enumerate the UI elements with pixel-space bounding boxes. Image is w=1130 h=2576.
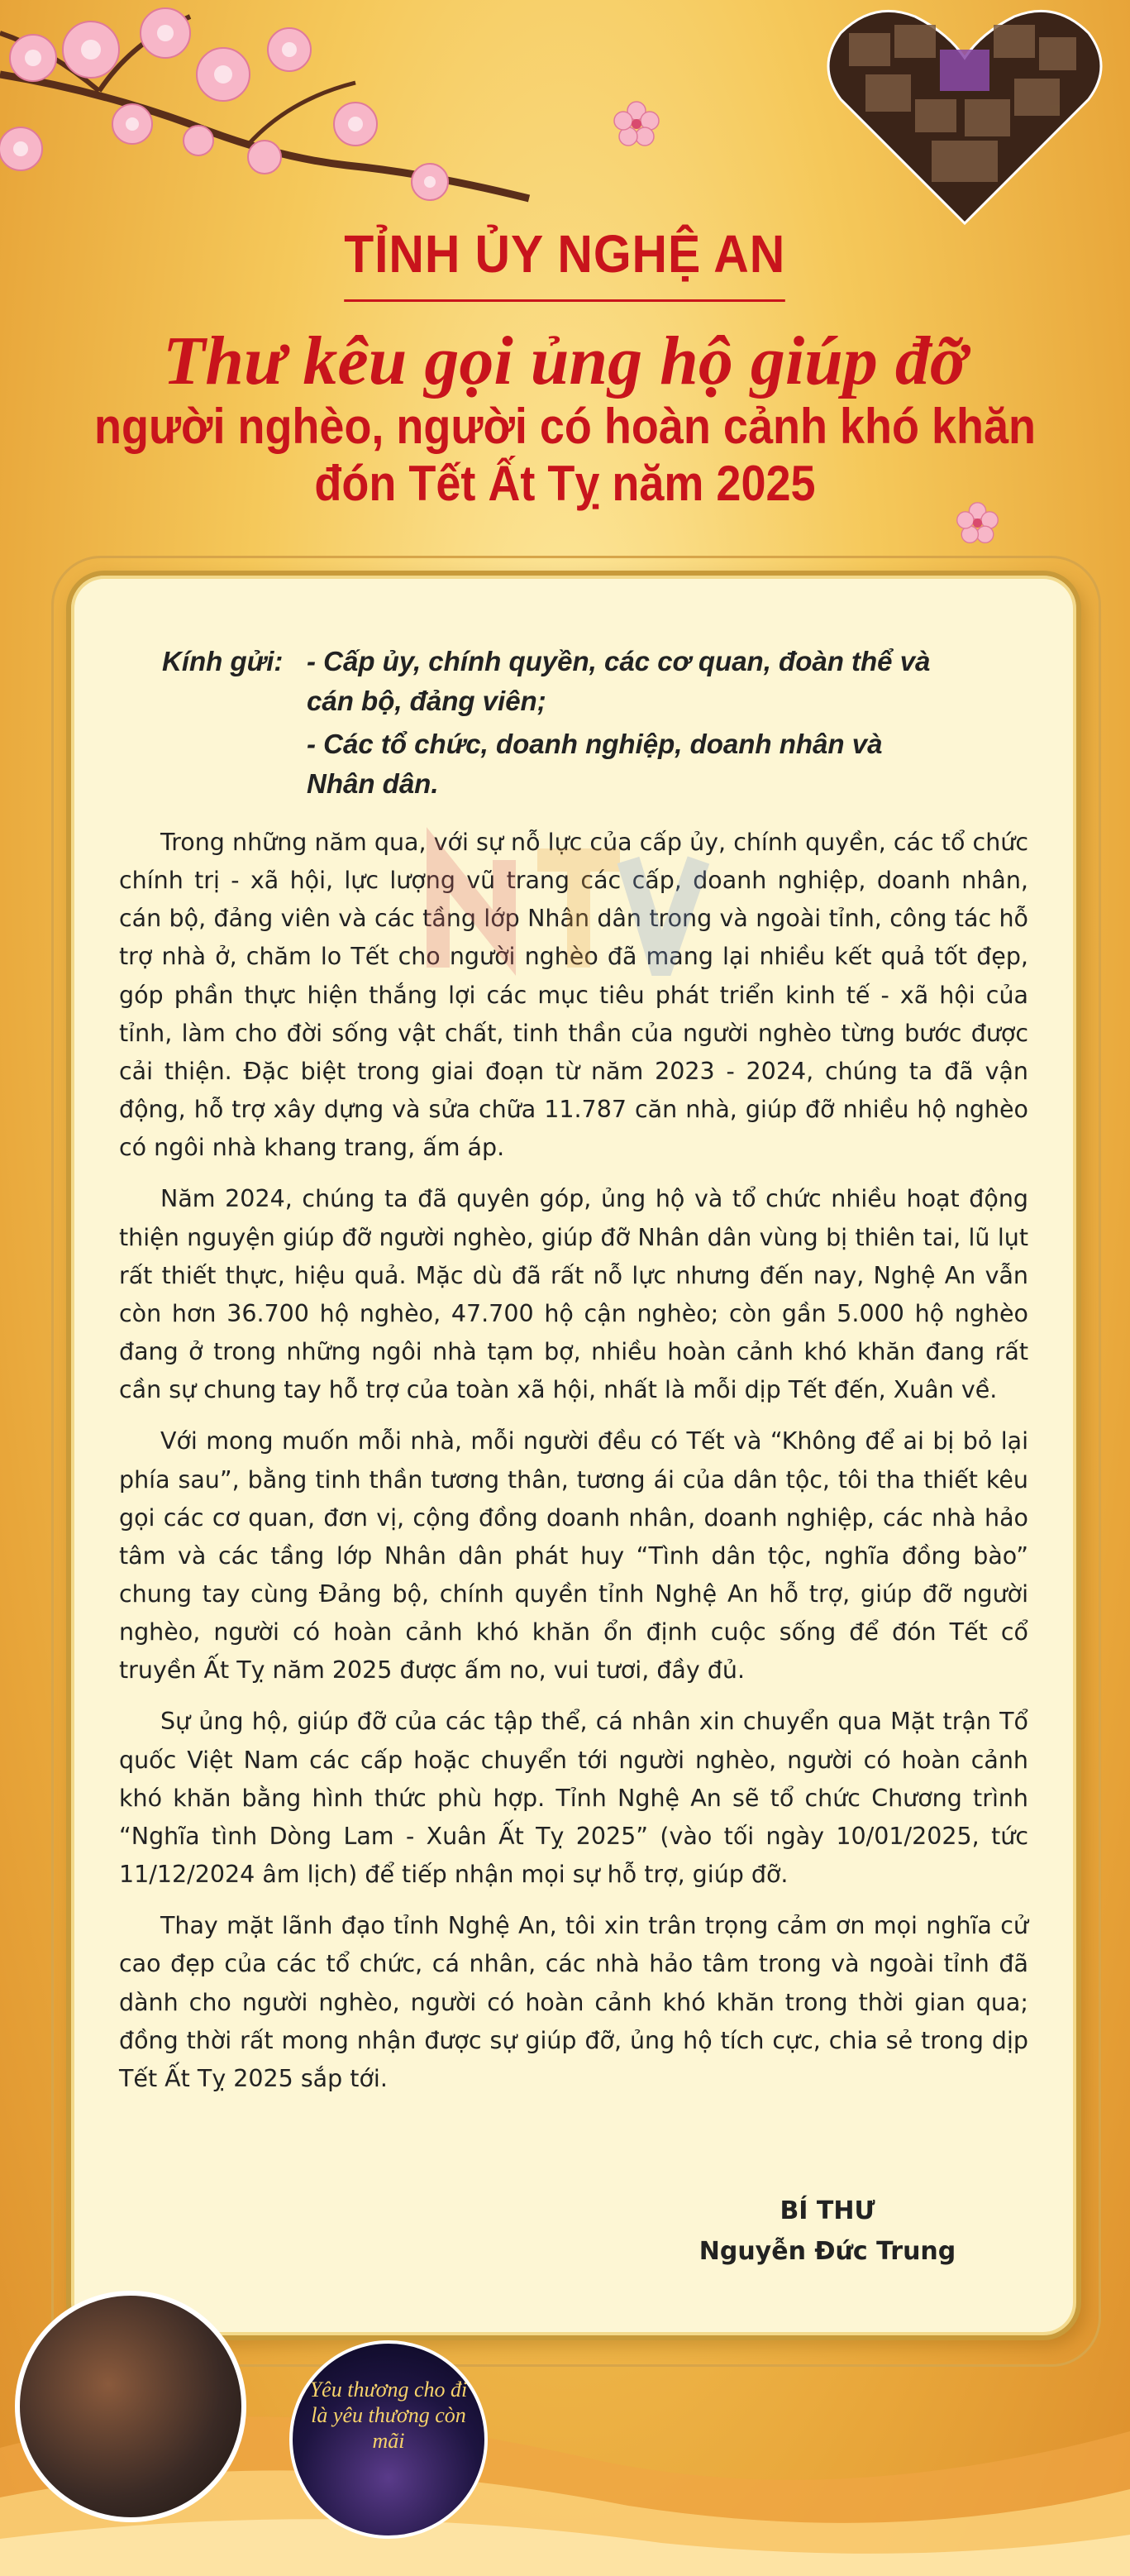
letter-subtitle-occasion: đón Tết Ất Tỵ năm 2025 [314, 456, 816, 512]
letter-body [119, 824, 1028, 2111]
signature-block [683, 2196, 972, 2266]
signer-name: Nguyễn Đức Trung [699, 2237, 956, 2266]
letter-header [0, 223, 1130, 512]
organization-name: TỈNH ỦY NGHỆ AN [345, 223, 786, 302]
ntv-logo-watermark [413, 827, 711, 976]
body-paragraph: Thay mặt lãnh đạo tỉnh Nghệ An, tôi xin trân trọng cảm ơn mọi nghĩa cử cao đẹp của các tổ chức, cá nhân, các nhà hảo tâm trong và ngoài tỉnh đã dành cho người nghèo, người có hoàn cảnh khó khăn trong thời gian qua; đồng thời rất mong nhận được sự giúp đỡ, ủng hộ tích cực, chia sẻ trong dịp Tết Ất Tỵ 2025 sắp tới. [119, 1912, 1028, 2092]
salutation-recipient: - Cấp ủy, chính quyền, các cơ quan, đoàn thể và cán bộ, đảng viên; [307, 646, 931, 716]
cherry-blossom-branch-decoration [0, 0, 579, 248]
body-paragraph: Với mong muốn mỗi nhà, mỗi người đều có Tết và “Không để ai bị bỏ lại phía sau”, bằng tinh thần tương thân, tương ái của dân tộc, tôi tha thiết kêu gọi các cơ quan, đơn vị, cộng đồng doanh nhân, doanh nghiệp, các nhà hảo tâm và các tầng lớp Nhân dân phát huy “Tình dân tộc, nghĩa đồng bào” chung tay cùng Đảng bộ, chính quyền tỉnh Nghệ An hỗ trợ, giúp đỡ người nghèo, người có hoàn cảnh khó khăn ổn định cuộc sống để đón Tết cổ truyền Ất Tỵ năm 2025 được ấm no, vui tươi, đầy đủ. [119, 1427, 1028, 1685]
body-paragraph: Sự ủng hộ, giúp đỡ của các tập thể, cá nhân xin chuyển qua Mặt trận Tổ quốc Việt Nam các cấp hoặc chuyển tới người nghèo, người có hoàn cảnh khó khăn bằng hình thức phù hợp. Tỉnh Nghệ An sẽ tổ chức Chương trình “Nghĩa tình Dòng Lam - Xuân Ất Tỵ 2025” (vào tối ngày 10/01/2025, tức 11/12/2024 âm lịch) để tiếp nhận mọi sự hỗ trợ, giúp đỡ. [119, 1708, 1028, 1889]
charity-event-photo [289, 2340, 488, 2539]
letter-subtitle: người nghèo, người có hoàn cảnh khó khăn [93, 399, 1037, 455]
leader-gift-photo [15, 2291, 246, 2522]
body-paragraph: Trong những năm qua, với sự nỗ lực của cấp ủy, chính quyền, các tổ chức chính trị - xã hội, lực lượng vũ trang các cấp, doanh nghiệp, doanh nhân, cán bộ, đảng viên và các tầng lớp Nhân dân trong và ngoài tỉnh, công tác hỗ trợ nhà ở, chăm lo Tết cho người nghèo đã mang lại nhiều kết quả tốt đẹp, góp phần thực hiện thắng lợi các mục tiêu phát triển kinh tế - xã hội của tỉnh, làm cho đời sống vật chất, tinh thần của người nghèo từng bước được cải thiện. Đặc biệt trong giai đoạn từ năm 2023 - 2024, chúng ta đã vận động, hỗ trợ xây dựng và sửa chữa 11.787 căn nhà, giúp đỡ nhiều hộ nghèo có ngôi nhà khang trang, ấm áp. [119, 829, 1028, 1162]
photo-caption: Yêu thương cho đi là yêu thương còn mãi [309, 2378, 468, 2454]
signer-title: BÍ THƯ [780, 2196, 875, 2225]
blossom-flower-icon [612, 99, 661, 149]
salutation-label: Kính gửi: [162, 646, 284, 676]
letter-title: Thư kêu gọi ủng hộ giúp đỡ [163, 323, 967, 399]
photo-collage-heart [816, 0, 1113, 232]
salutation-recipient: - Các tổ chức, doanh nghiệp, doanh nhân và Nhân dân. [307, 729, 883, 799]
body-paragraph: Năm 2024, chúng ta đã quyên góp, ủng hộ và tổ chức nhiều hoạt động thiện nguyện giúp đỡ người nghèo, giúp đỡ Nhân dân vùng bị thiên tai, lũ lụt rất thiết thực, hiệu quả. Mặc dù đã rất nỗ lực nhưng đến nay, Nghệ An vẫn còn hơn 36.700 hộ nghèo, 47.700 hộ cận nghèo; còn gần 5.000 hộ nghèo đang ở trong những ngôi nhà tạm bợ, nhiều hoàn cảnh khó khăn đang rất cần sự chung tay hỗ trợ của toàn xã hội, nhất là mỗi dịp Tết đến, Xuân về. [119, 1185, 1028, 1404]
